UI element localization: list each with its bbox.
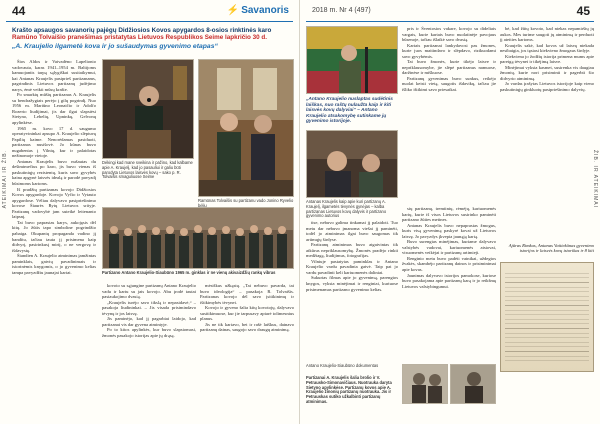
- page-number-left: 44: [12, 4, 26, 18]
- photo-meeting: [198, 59, 294, 197]
- issue-label: 2018 m. Nr 4 (497): [312, 7, 371, 14]
- meeting-photo-image: [199, 60, 294, 197]
- archival-photo-1-image: [403, 365, 448, 404]
- photo-audience: [102, 207, 294, 269]
- letter-handwriting: [505, 269, 589, 365]
- photo-veteran: [306, 130, 398, 198]
- page-number-right: 45: [576, 4, 590, 18]
- article-column-c: sių partizanų, tremtinių, rėmėjų, kariuomenės karių, kurie iš visos Lietuvos susirinko paminėti partizano žūties metines. Antanas Kraujelis buvo nepaprastas žmogus, kuris visą gyvenimą paskyrė kovai už Lietuvos laisvę. Jo pavyzdys įkvepia jaunąją kartą. Buvo surengtas minėjimas, kuriame dalyvavo valstybės vadovai, kariuomenės atstovai, visuomenės veikėjai ir partizanų artimieji. Renginio metu buvo padėti vainikai, uždegtos žvakės, skambėjo partizanų dainos ir prisiminimai apie kovas. Jaunimas dalyvavo istorijos pamokose, kuriose buvo pasakojama apie partizanų karą ir jo reikšmę Lietuvos valstybingumui.: [402, 206, 496, 289]
- lead-quote: „A. Kraujelio ilgametė kova ir jo sušaudymas gyvenimo etapas“: [12, 42, 218, 50]
- lead-paragraph: Krašto apsaugos savanorių pajėgų Didžiosios Kovos apygardos 8-osios rinktinės karo Ramūno Tolvaišio pranešimas pristatytas Lietuvos Respublikos Seime lapkričio 30 d. „A. Kraujelio ilgametė kova ir jo sušaudymas gyvenimo etapas“: [12, 27, 294, 50]
- photo-document-caption: Antano Kraujelio-Siaubūno dokumentas: [306, 363, 379, 368]
- photo-meeting-caption: Ramūnas Tolvaišis su partizanu vado Jonino Ryvelio bėliu: [198, 198, 294, 208]
- photo-letter-document: [500, 262, 594, 372]
- honor-guard-photo-image: [307, 27, 398, 94]
- photo-audience-caption: Partizano Antano Kraujelio-Siaubūno 1965 m. ginklas ir ne vienų akivaizdžių rankų vibras: [102, 270, 276, 275]
- photo-archival-caption: Partizanai A. Kraujelis šalia brolio ir V. Petrausko-Simonavičiaus. Nuotrauka daryta Sietyno apylinkėse. Partizanų kovos apie A. Kraujelio žmonių partizanų nuotrauka. Jis ir Petrauskas sutiko užkalbinti partizanų atminimas.: [306, 375, 392, 404]
- pull-quote: „Antano Kraujelio nuslaptas sudėtinis laiškas, nuo raštų nulaužta kaip ir kiti laisvės kovų dalyviai“ – Antano Kraujelio atsakomybę sutinkame jų gyvenimo istorijoje.: [306, 97, 393, 125]
- speaker-photo-image: [103, 60, 194, 159]
- photo-veteran-caption: Antanas Kraujelis kaip apie kuri partizanų A. Kraujelį, ilgametės tėvynės gynėjas – kalba partizanas Lietuvos kovų dalyvis ir partizano gyvenimo autorius: [306, 199, 387, 219]
- bolt-icon: ⚡: [226, 5, 240, 16]
- lead-accent: Ramūno Tolvaišio pranešimas pristatytas Lietuvos Respublikos Seime lapkričio 30 d.: [12, 34, 267, 42]
- photo-archival-1: [402, 364, 448, 404]
- audience-photo-image: [103, 208, 294, 269]
- photo-speaker: [102, 59, 194, 159]
- side-label-left: ATEIKIMAI IR ŽIB.: [2, 150, 8, 209]
- section-title-left: ⚡ Savanoris: [226, 5, 289, 16]
- article-column-d: bė, kad žūtų kovoto, kad niekas nepamirštų jų aukos. Mes turime saugoti jų atminimą ir perduoti jį ateities kartoms. Kraujelis sakė, kad kovos už laisvę niekada nesibaigia, jos tęsiasi kiekvieno žmogaus širdyje. Kiekviena jo žodžių istorija primena mums apie pareigą tėvynei ir tikėjimą laisve. Minėjimai vyksta kasmet, susirenka vis daugiau žmonių, kurie nori prisiminti ir pagerbti šio didvyrio atminimą. Jo vardas įrašytas Lietuvos istorijoje kaip vieno paskutiniųjų ginkluotų pasipriešinimo dalyvių.: [500, 26, 594, 93]
- article-column-3: mėsiškus užkąstų. „Tai nebuvo pavarda, tai buvo ideologija“ – pasakoja R. Tolvaišis. Partizanas kovojo dėl savo įsitikinimų ir ištikimybės tėvynei. Kovojo ir gyveno šalia kitų kovotojų, dalyvavo susitikimuose, kur jie tarpusavy aptarė tolimesnius planus. Jis ne tik kariavo, bet ir rašė laiškus, dainavo partizanų dainas, saugojo savo draugų atminimą.: [200, 283, 294, 333]
- photo-honor-guard: [306, 26, 398, 94]
- photo-speaker-caption: Dėkingi kad mane sveikina ir pažino, kad kalbame apie A. Kraujelį, kad jo pasauliui ir galiu būti parodyta Lietuvos laisvės kovų – sako p. R. Tolvaišis smaguliuose Seime: [102, 160, 193, 180]
- archival-photo-2-image: [451, 365, 496, 404]
- article-column-b: tise, nebuvo galima tinkamai jį palaidoti. Tuo metu dar nebuvo įmanoma viešai jį paminėti, todėl jo atminimas ilgai buvo saugomas tik artimųjų širdyse. Partizanų atminimas buvo atgaivintas tik atkūrus nepriklausomybę. Žmonės pradėjo rinkti medžiagą, liudijimus, fotografijas. Vilniuje pastatytas paminklas ir Antano Kraujelio vardu pavadinta gatvė. Taip pat jo vardu pavadinti keli kariuomenės daliniai. Sukurtas filmas apie jo gyvenimą, parengtos knygos, vyksta minėjimai ir renginiai, kuriuose prisimenamas partizano gyvenimo kelias.: [306, 220, 398, 292]
- left-header: [6, 4, 293, 22]
- right-header: [306, 4, 594, 22]
- article-column-a: pris ir Šventosios vakare, kovojo su dideliais vargais, kurie kartais buvo nuolatinėje pavojaus būsenoje, tačiau išlaikė savo dvasią. Kartais partizanai lankydavosi pas žmones, kurie juos maitindavo ir slėpdavo, rizikuodami savo gyvybėmis. Tai buvo žmonės, kurie tikėjo laisve ir nepriklausomybe, jie slėpė partizanus namuose, daržinėse ir miškuose. Partizanų gyvenimas buvo sunkus, reikėjo nuolat keisti vietą, saugotis išdavikų, tačiau jie išliko ištikimi savo priesaikai.: [402, 26, 496, 93]
- photo-archival-2: [450, 364, 496, 404]
- author-signature: Ajūras Rimkus, Antanas Vaitiekūnas gyvenimo istorijos ir laisvės kovų istorikas ir 8 kiti: [508, 243, 594, 253]
- veteran-photo-image: [307, 131, 398, 198]
- side-label-right: ŽIB. IR ATEIKIMAI: [592, 150, 598, 209]
- article-column-2: kovoto su sąjungine partizanų Antano Kraujelio vadu ir kartu su jais kovojo. Abu įrodė tautai pasiaukojimo dvasią. „Kraujelis turėjo savo tikslą ir nepasidavė,“ – pasakoja liudininkai. – Jis visada prisimindavo tėvynę ir jos laisvę. Jis paminėjo, kad jį pagarbiai laidojo, kad partizanai vis dar gyvena atmintyje. Po to kitos apylinkės, kur buvo slapstomasi, žmonės pasakojo istorijas apie jų drąsą.: [102, 283, 196, 338]
- article-column-1: Šios Aldos ir Vaivadėno Lapelionio vadovauta, karas 1941–1954 m. Baltijoms kamuojantis tarpą sąlygiškai susitaikymui, kai Antanas Kraujelis pasiprieš partizanams, pagrindinis Lietuvos partizanų judėjimo narys, ėmė veikti mūsų krašte. Po smarkių mūšių partizanas A. Kraujelis su bendražygiais perėjo į gilų pogrindį. Nuo 1956 m. Mariūno Leonaičio ir Adolfo Rozerio liudijimai, jis dar ilgai slapstėsi Sietyno, Lebelių, Upninkų, Gelvonų apylinkėse. 1965 m. kovo 17 d. saugumo operatyvininkai apsupo A. Kraujelio slėptuvę Papilių kaime. Nenorėdamas pasiduoti, partizanas nusišovė. Jo kūnas buvo nugabentas į Vilnių, kur ir palaidotas nežinomoje vietoje. Antanas Kraujelis buvo nušautas du dešimtmečius po karo, jis buvo vienas iš paskutiniųjų rezistentų, kuris savo gyvybės kaina apgynė laisvės idealą ir parodė pavyzdį būsimoms kartoms. Iš pradžių partizanas kovojo Didžiosios Kovos apygardoje. Kovojo Vyčio ir Vytauto apygardose. Vėliau dalyvavo pasipriešinimo kovose Šiaurės Rytų Lietuvos srityje. Partizanų vadovybė jam suteikė leitenanto laipsnį. Tai buvo paprastas karys, aukojęsis dėl kitų. Jo žūtis tapo simboline pogrindžio pabaiga. Okupantų propaganda vadino jį banditu, tačiau tauta jį prisimena kaip didvyrį, pasirinkusį mirtį, o ne vergovę ir išdavystę. Šiandien A. Kraujelio atminimas įamžintas paminklais, gatvių pavadinimais ir istorinėmis knygomis, o jo gyvenimo kelias tampa pavyzdžiu jaunajai kartai.: [12, 59, 96, 275]
- right-page: [300, 0, 600, 424]
